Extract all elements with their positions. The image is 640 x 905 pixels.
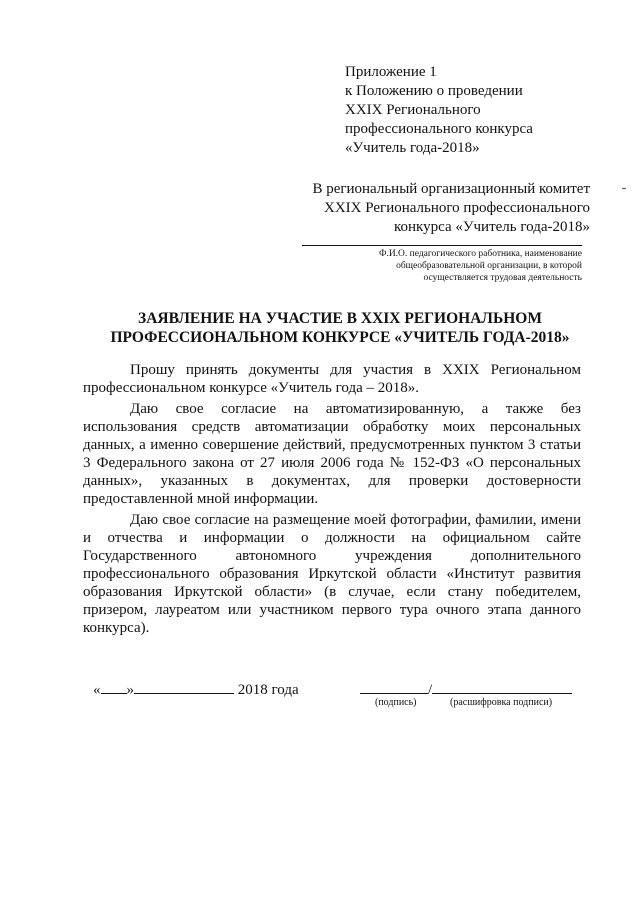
- decoding-caption: (расшифровка подписи): [450, 697, 553, 708]
- appendix-header: [345, 63, 605, 158]
- appendix-line: «Учитель года-2018»: [345, 140, 480, 156]
- body-paragraph: Прошу принять документы для участия в XXIX Региональном профессиональном конкурсе «Учитель года – 2018».: [83, 362, 581, 396]
- addressee-line: конкурса «Учитель года-2018»: [394, 219, 590, 235]
- appendix-line: к Положению о проведении: [345, 83, 523, 99]
- appendix-line: профессионального конкурса: [345, 121, 533, 137]
- addressee-block: [290, 180, 590, 237]
- fio-caption-line: Ф.И.О. педагогического работника, наименование: [378, 249, 582, 259]
- quote-close: »: [126, 682, 134, 698]
- year-text: 2018 года: [237, 682, 299, 698]
- signature-separator: /: [428, 682, 433, 698]
- body-paragraph: Даю свое согласие на размещение моей фотографии, фамилии, имени и отчества и информации о должности на официальном сайте Государственного автономного учреждения дополнительного профессионального образования Иркутской области «Институт развития образования Иркутской области» (в случае, если стану победителем, призером, лауреатом или участником первого тура очного этапа данного конкурса).: [83, 512, 581, 636]
- fio-caption-line: осуществляется трудовая деятельность: [423, 273, 582, 283]
- addressee-line: В региональный организационный комитет: [312, 181, 590, 197]
- document-title: [60, 309, 620, 347]
- appendix-line: XXIX Регионального: [345, 102, 481, 118]
- appendix-line: Приложение 1: [345, 64, 437, 80]
- signature-blank: [360, 679, 428, 694]
- signature-caption: (подпись): [375, 697, 417, 708]
- fio-caption-line: общеобразовательной организации, в которой: [396, 261, 582, 271]
- signature-line: [360, 679, 575, 699]
- addressee-line: XXIX Регионального профессионального: [324, 200, 590, 216]
- body-paragraph: Даю свое согласие на автоматизированную, а также без использования средств автоматизации обработку моих персональных данных, а именно совершение действий, предусмотренных пунктом 3 статьи 3 Федерального закона от 27 июля 2006 года № 152-ФЗ «О персональных данных», указанных в документах, для проверки достоверности предоставленной мной информации.: [83, 401, 581, 507]
- month-blank: [134, 679, 234, 694]
- fio-fill-line: [302, 245, 582, 246]
- title-line: ЗАЯВЛЕНИЕ НА УЧАСТИЕ В XXIX РЕГИОНАЛЬНОМ: [138, 310, 542, 327]
- quote-open: «: [93, 682, 101, 698]
- decoding-blank: [432, 679, 572, 694]
- margin-mark: [622, 188, 626, 189]
- fio-caption: [300, 248, 582, 284]
- application-body: [83, 361, 581, 640]
- date-line: [93, 679, 323, 699]
- day-blank: [101, 679, 127, 694]
- title-line: ПРОФЕССИОНАЛЬНОМ КОНКУРСЕ «УЧИТЕЛЬ ГОДА-2018»: [110, 329, 570, 346]
